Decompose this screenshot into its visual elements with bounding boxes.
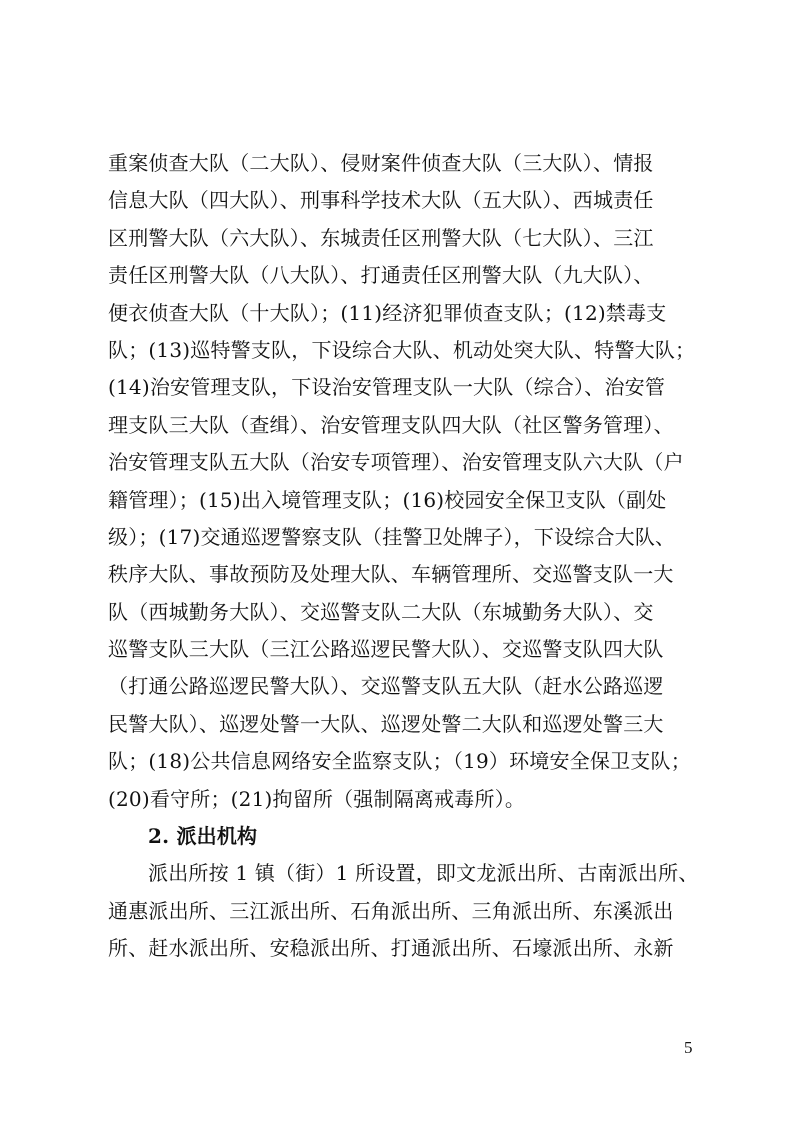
text-line: 重案侦查大队（二大队）、侵财案件侦查大队（三大队）、情报 [108, 151, 654, 175]
text-line: 民警大队）、巡逻处警一大队、巡逻处警二大队和巡逻处警三大 [108, 711, 664, 736]
text-line: 队；(13)巡特警支队，下设综合大队、机动处突大队、特警大队； [108, 337, 696, 362]
text-line: 籍管理）；(15)出入境管理支队；(16)校园安全保卫支队（副处 [108, 487, 667, 512]
text-line: 队（西城勤务大队）、交巡警支队二大队（东城勤务大队）、交 [108, 599, 654, 624]
text-line: 治安管理支队五大队（治安专项管理）、治安管理支队六大队（户 [108, 450, 684, 475]
text-line: 区刑警大队（六大队）、东城责任区刑警大队（七大队）、三江 [108, 225, 654, 250]
page-number: 5 [684, 1038, 693, 1057]
body-text [108, 145, 708, 968]
text-line: 巡警支队三大队（三江公路巡逻民警大队）、交巡警支队四大队 [108, 637, 664, 662]
text-line: 理支队三大队（查缉）、治安管理支队四大队（社区警务管理）、 [108, 412, 674, 437]
text-line: 级）；(17)交通巡逻警察支队（挂警卫处牌子），下设综合大队、 [108, 524, 676, 549]
text-line: （打通公路巡逻民警大队）、交巡警支队五大队（赶水公路巡逻 [108, 674, 664, 699]
text-line: 便衣侦查大队（十大队）；(11)经济犯罪侦查支队；(12)禁毒支 [108, 300, 667, 325]
text-line: 责任区刑警大队（八大队）、打通责任区刑警大队（九大队）、 [108, 263, 654, 288]
section-heading: 2. 派出机构 [148, 824, 258, 849]
text-line: 通惠派出所、三江派出所、石角派出所、三角派出所、东溪派出 [108, 898, 674, 923]
text-line: 队；(18)公共信息网络安全监察支队；（19）环境安全保卫支队； [108, 749, 691, 774]
text-line: 秩序大队、事故预防及处理大队、车辆管理所、交巡警支队一大 [108, 562, 674, 587]
text-line: (14)治安管理支队，下设治安管理支队一大队（综合）、治安管 [108, 375, 666, 400]
text-line: 所、赶水派出所、安稳派出所、打通派出所、石壕派出所、永新 [108, 936, 674, 961]
text-line: 信息大队（四大队）、刑事科学技术大队（五大队）、西城责任 [108, 188, 654, 213]
text-line: 派出所按 1 镇（街）1 所设置，即文龙派出所、古南派出所、 [148, 861, 699, 886]
text-line: (20)看守所；(21)拘留所（强制隔离戒毒所）。 [108, 786, 526, 811]
